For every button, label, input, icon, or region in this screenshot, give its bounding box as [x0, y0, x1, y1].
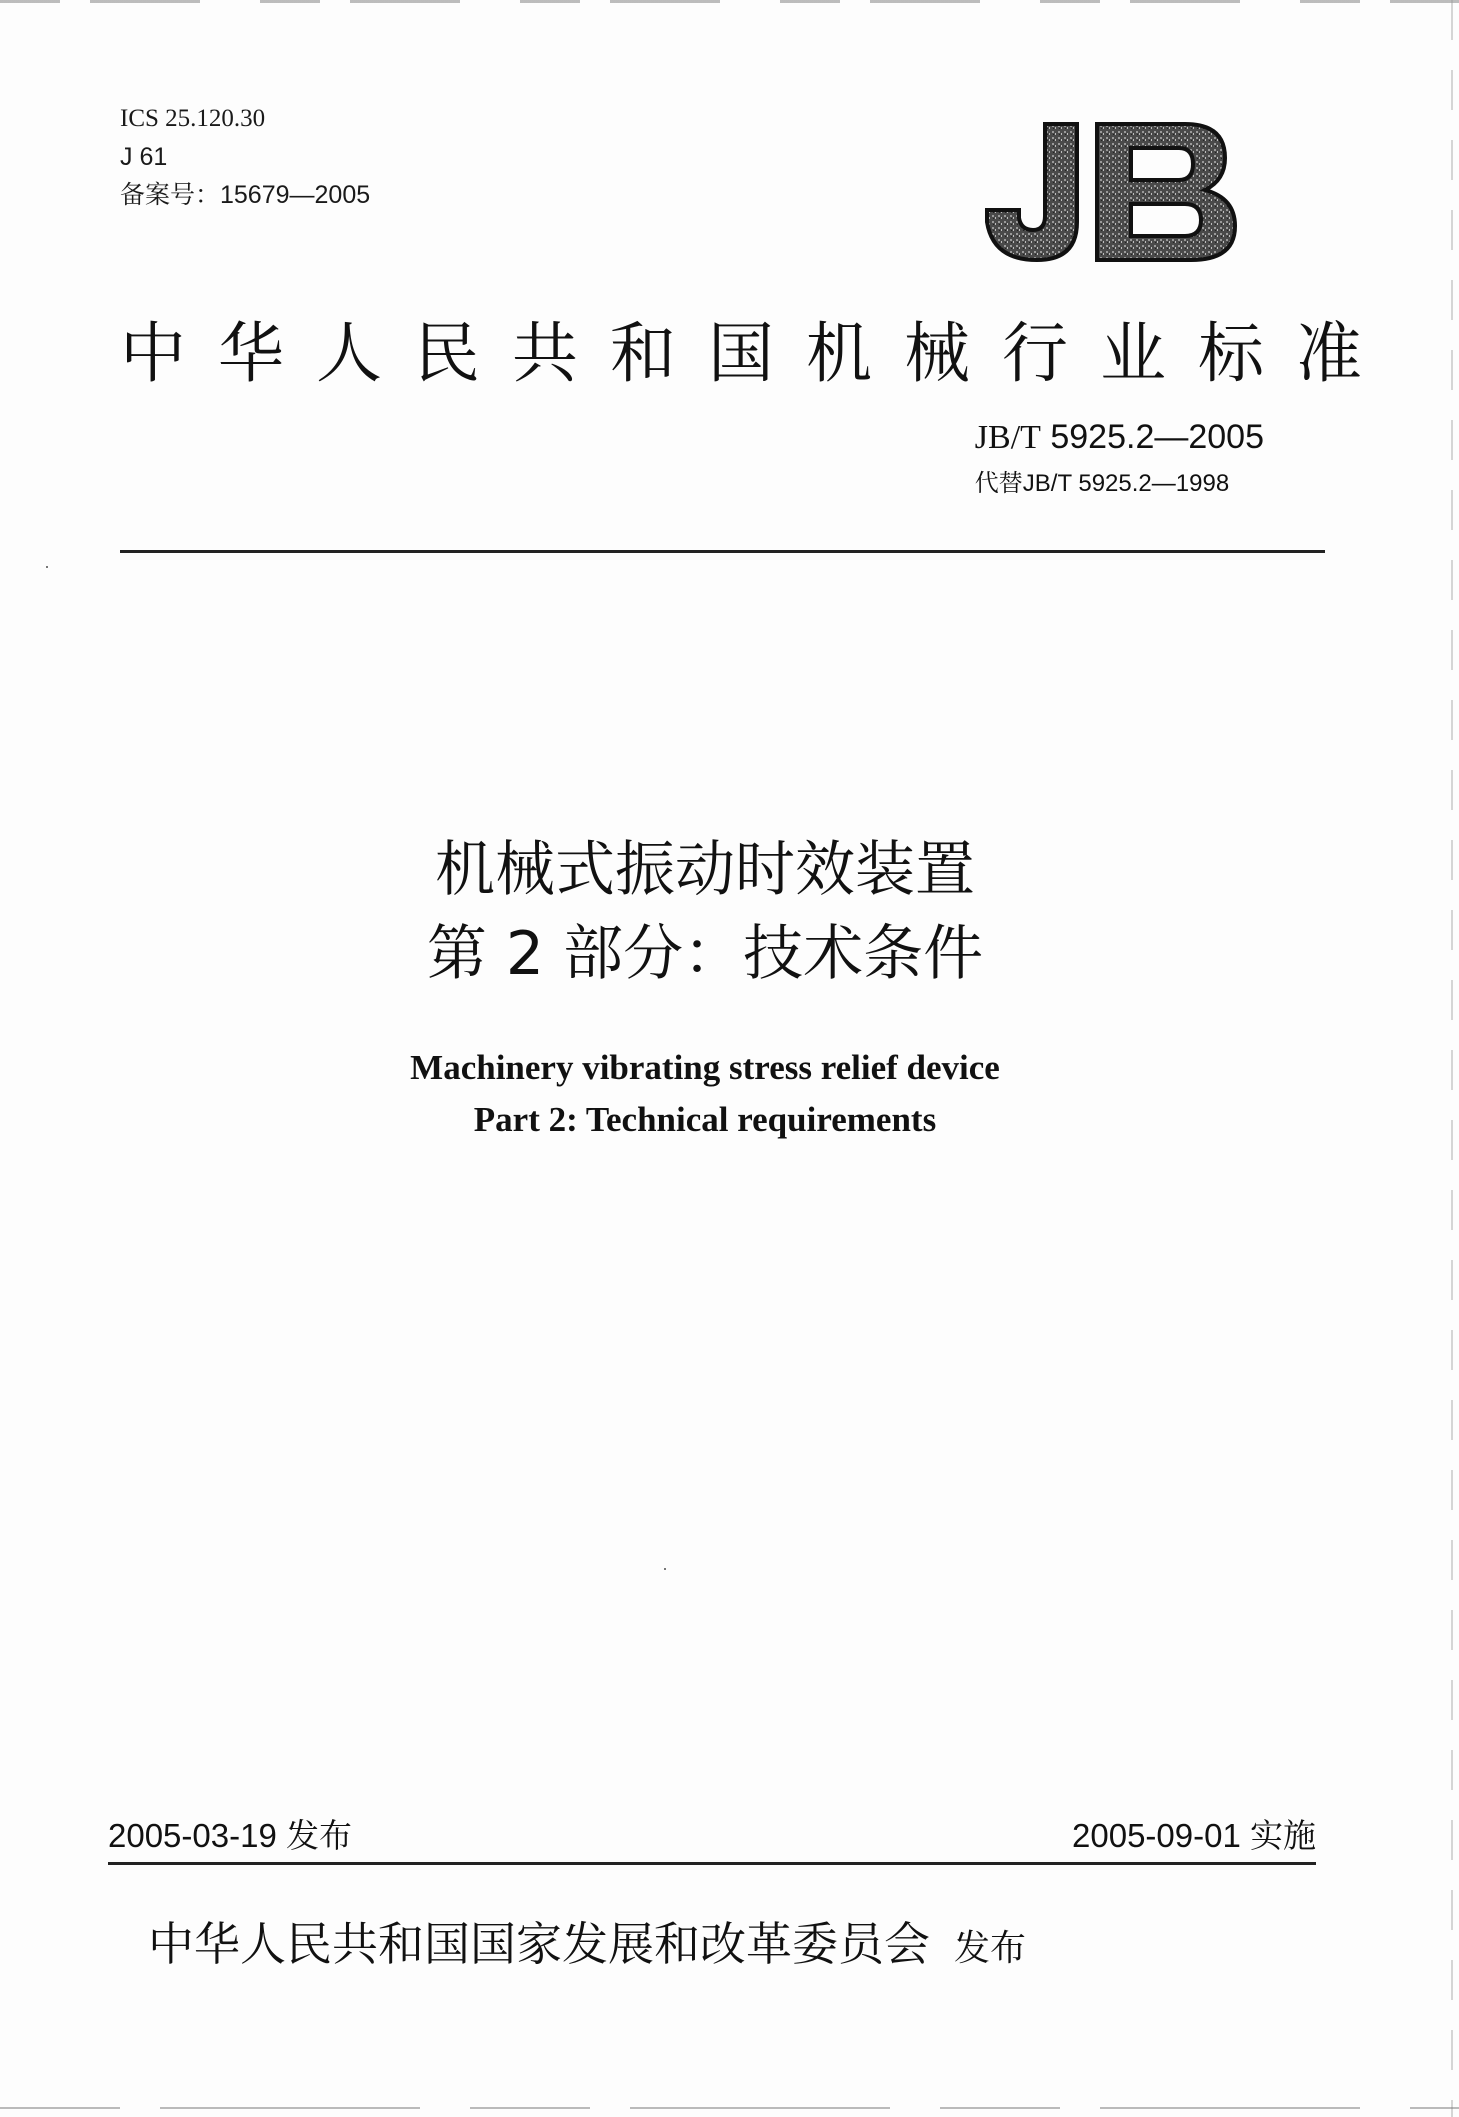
chinese-title [0, 828, 1410, 996]
publisher-name: 中华人民共和国国家发展和改革委员会 [148, 1917, 930, 1971]
english-title-line-2: Part 2: Technical requirements [473, 1100, 937, 1139]
scan-edge-bottom [0, 2107, 1459, 2109]
issue-date: 2005-03-19 发布 [108, 1817, 352, 1854]
publisher-line [148, 1908, 1026, 1974]
scan-speck [46, 566, 48, 568]
english-title-line-1: Machinery vibrating stress relief device [410, 1048, 1000, 1087]
english-title [0, 1042, 1410, 1146]
ics-code: ICS 25.120.30 [120, 105, 266, 132]
standard-code [975, 418, 1264, 457]
bottom-divider [108, 1862, 1316, 1865]
jb-logo [985, 118, 1255, 268]
header-metadata [120, 100, 370, 214]
scan-edge-top [0, 0, 1459, 3]
standard-code-prefix: JB/T [974, 419, 1041, 456]
chinese-title-line-1: 机械式振动时效装置 [435, 835, 975, 905]
scan-edge-right [1451, 0, 1453, 2117]
implementation-date: 2005-09-01 实施 [1072, 1817, 1316, 1854]
classification-code: J 61 [120, 143, 168, 171]
standard-code-block [975, 418, 1264, 498]
record-number: 备案号：15679—2005 [120, 181, 371, 209]
chinese-title-line-2: 第 2 部分：技术条件 [426, 919, 984, 989]
top-divider [120, 550, 1325, 553]
standard-code-number: 5925.2—2005 [1040, 418, 1264, 456]
publisher-verb: 发布 [954, 1928, 1027, 1969]
standard-type-heading: 中华人民共和国机械行业标准 [120, 315, 1394, 392]
scan-speck [664, 1568, 666, 1570]
replaces-code: 代替JB/T 5925.2—1998 [974, 470, 1230, 497]
